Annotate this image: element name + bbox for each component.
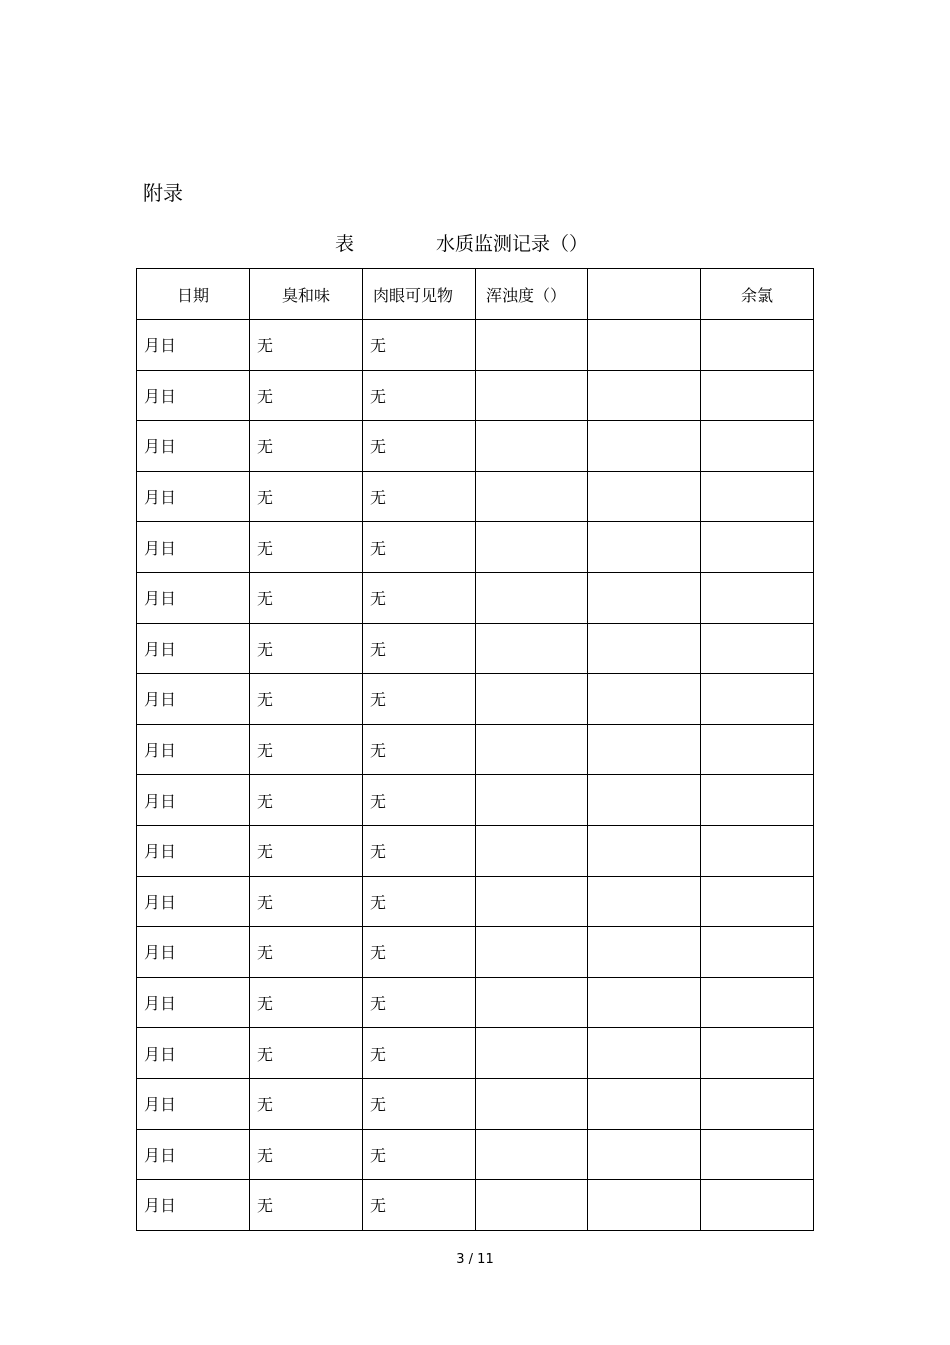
cell-turbidity (476, 775, 588, 826)
cell-residual-chlorine (701, 421, 814, 472)
cell-odor-taste: 无 (250, 1129, 363, 1180)
table-row (137, 876, 814, 927)
table-title-prefix: 表 (335, 233, 355, 255)
cell-date: 月日 (137, 674, 250, 725)
table-row (137, 1180, 814, 1231)
table-row (137, 522, 814, 573)
cell-date: 月日 (137, 471, 250, 522)
cell-blank (588, 1180, 701, 1231)
cell-odor-taste: 无 (250, 471, 363, 522)
cell-blank (588, 1028, 701, 1079)
table-row (137, 370, 814, 421)
cell-visible-matter: 无 (363, 927, 476, 978)
cell-visible-matter: 无 (363, 1129, 476, 1180)
cell-residual-chlorine (701, 1078, 814, 1129)
cell-turbidity (476, 421, 588, 472)
table-row (137, 977, 814, 1028)
cell-turbidity (476, 1129, 588, 1180)
cell-date: 月日 (137, 320, 250, 371)
cell-residual-chlorine (701, 1129, 814, 1180)
cell-residual-chlorine (701, 1180, 814, 1231)
cell-visible-matter: 无 (363, 572, 476, 623)
cell-odor-taste: 无 (250, 522, 363, 573)
cell-date: 月日 (137, 1078, 250, 1129)
cell-turbidity (476, 927, 588, 978)
cell-visible-matter: 无 (363, 320, 476, 371)
cell-turbidity (476, 320, 588, 371)
header-residual-chlorine: 余氯 (701, 269, 814, 320)
cell-blank (588, 825, 701, 876)
cell-visible-matter: 无 (363, 471, 476, 522)
cell-residual-chlorine (701, 876, 814, 927)
cell-date: 月日 (137, 977, 250, 1028)
cell-turbidity (476, 674, 588, 725)
cell-odor-taste: 无 (250, 825, 363, 876)
cell-residual-chlorine (701, 370, 814, 421)
cell-blank (588, 927, 701, 978)
cell-date: 月日 (137, 1180, 250, 1231)
header-odor-taste: 臭和味 (250, 269, 363, 320)
cell-visible-matter: 无 (363, 724, 476, 775)
table-body (137, 320, 814, 1231)
cell-residual-chlorine (701, 320, 814, 371)
table-row (137, 320, 814, 371)
cell-visible-matter: 无 (363, 522, 476, 573)
cell-visible-matter: 无 (363, 1028, 476, 1079)
cell-turbidity (476, 471, 588, 522)
cell-visible-matter: 无 (363, 825, 476, 876)
cell-turbidity (476, 370, 588, 421)
cell-odor-taste: 无 (250, 320, 363, 371)
cell-visible-matter: 无 (363, 370, 476, 421)
cell-blank (588, 421, 701, 472)
cell-blank (588, 623, 701, 674)
cell-turbidity (476, 522, 588, 573)
water-quality-table (136, 268, 814, 1231)
table-header-row (137, 269, 814, 320)
cell-residual-chlorine (701, 1028, 814, 1079)
cell-turbidity (476, 1078, 588, 1129)
cell-odor-taste: 无 (250, 724, 363, 775)
cell-odor-taste: 无 (250, 876, 363, 927)
table-row (137, 1028, 814, 1079)
cell-visible-matter: 无 (363, 1078, 476, 1129)
cell-odor-taste: 无 (250, 623, 363, 674)
cell-odor-taste: 无 (250, 674, 363, 725)
cell-residual-chlorine (701, 927, 814, 978)
cell-date: 月日 (137, 421, 250, 472)
cell-date: 月日 (137, 876, 250, 927)
cell-date: 月日 (137, 1129, 250, 1180)
table-title-text: 水质监测记录（） (436, 233, 589, 255)
cell-residual-chlorine (701, 674, 814, 725)
cell-visible-matter: 无 (363, 977, 476, 1028)
table-row (137, 572, 814, 623)
page-number: 3 / 11 (456, 1252, 494, 1267)
cell-blank (588, 775, 701, 826)
cell-residual-chlorine (701, 825, 814, 876)
header-date: 日期 (137, 269, 250, 320)
cell-blank (588, 674, 701, 725)
cell-turbidity (476, 623, 588, 674)
cell-blank (588, 320, 701, 371)
table-row (137, 421, 814, 472)
header-visible-matter: 肉眼可见物 (363, 269, 476, 320)
cell-date: 月日 (137, 522, 250, 573)
cell-residual-chlorine (701, 623, 814, 674)
cell-blank (588, 1129, 701, 1180)
cell-date: 月日 (137, 370, 250, 421)
table-row (137, 674, 814, 725)
cell-residual-chlorine (701, 522, 814, 573)
cell-odor-taste: 无 (250, 977, 363, 1028)
cell-residual-chlorine (701, 977, 814, 1028)
cell-date: 月日 (137, 775, 250, 826)
cell-visible-matter: 无 (363, 876, 476, 927)
cell-residual-chlorine (701, 572, 814, 623)
cell-residual-chlorine (701, 724, 814, 775)
cell-turbidity (476, 876, 588, 927)
cell-blank (588, 572, 701, 623)
cell-visible-matter: 无 (363, 674, 476, 725)
cell-visible-matter: 无 (363, 623, 476, 674)
cell-date: 月日 (137, 724, 250, 775)
cell-turbidity (476, 1180, 588, 1231)
cell-blank (588, 977, 701, 1028)
cell-date: 月日 (137, 927, 250, 978)
table-row (137, 1078, 814, 1129)
cell-odor-taste: 无 (250, 572, 363, 623)
cell-odor-taste: 无 (250, 775, 363, 826)
table-row (137, 623, 814, 674)
cell-residual-chlorine (701, 471, 814, 522)
cell-blank (588, 1078, 701, 1129)
header-blank (588, 269, 701, 320)
cell-visible-matter: 无 (363, 1180, 476, 1231)
cell-turbidity (476, 572, 588, 623)
cell-turbidity (476, 724, 588, 775)
table-row (137, 775, 814, 826)
cell-turbidity (476, 1028, 588, 1079)
table-row (137, 927, 814, 978)
table-title (0, 230, 950, 258)
cell-visible-matter: 无 (363, 775, 476, 826)
cell-turbidity (476, 825, 588, 876)
cell-date: 月日 (137, 572, 250, 623)
cell-odor-taste: 无 (250, 421, 363, 472)
cell-blank (588, 876, 701, 927)
cell-odor-taste: 无 (250, 1180, 363, 1231)
cell-odor-taste: 无 (250, 927, 363, 978)
header-turbidity: 浑浊度（） (476, 269, 588, 320)
table-row (137, 1129, 814, 1180)
cell-odor-taste: 无 (250, 1078, 363, 1129)
table-row (137, 471, 814, 522)
cell-residual-chlorine (701, 775, 814, 826)
cell-odor-taste: 无 (250, 370, 363, 421)
cell-odor-taste: 无 (250, 1028, 363, 1079)
cell-turbidity (476, 977, 588, 1028)
cell-date: 月日 (137, 623, 250, 674)
cell-blank (588, 724, 701, 775)
appendix-heading: 附录 (143, 181, 183, 205)
cell-visible-matter: 无 (363, 421, 476, 472)
table-row (137, 724, 814, 775)
cell-blank (588, 522, 701, 573)
cell-date: 月日 (137, 825, 250, 876)
cell-blank (588, 471, 701, 522)
cell-date: 月日 (137, 1028, 250, 1079)
cell-blank (588, 370, 701, 421)
table-row (137, 825, 814, 876)
